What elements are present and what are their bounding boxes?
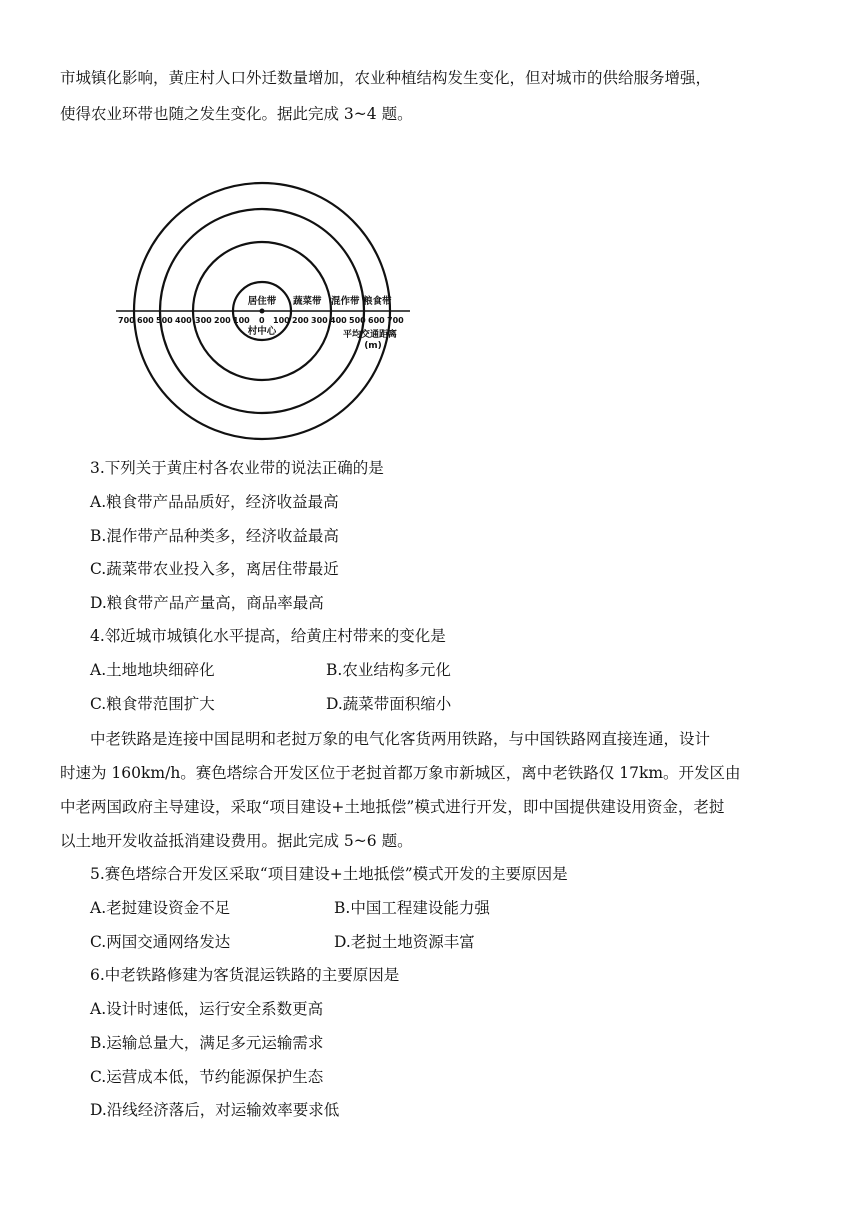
tick-right-100: 100 xyxy=(273,316,290,325)
q4-option-c: C.粮食带范围扩大 xyxy=(90,695,215,713)
q5-option-d: D.老挝土地资源丰富 xyxy=(334,933,475,951)
passage2-line-3: 中老两国政府主导建设，采取“项目建设+土地抵偿”模式进行开发，即中国提供建设用资金，老挝 xyxy=(60,798,725,816)
intro-line-1: 市城镇化影响，黄庄村人口外迁数量增加，农业种植结构发生变化，但对城市的供给服务增强， xyxy=(60,69,712,87)
passage2-line-2: 时速为 160km/h。赛色塔综合开发区位于老挝首都万象市新城区，离中老铁路仅 17km。开发区由 xyxy=(60,764,741,782)
q6-option-a: A.设计时速低，运行安全系数更高 xyxy=(90,1000,324,1018)
tick-right-200: 200 xyxy=(292,316,309,325)
tick-left-500: 500 xyxy=(156,316,173,325)
q6-option-b: B.运输总量大，满足多元运输需求 xyxy=(90,1034,324,1052)
passage2-line-1: 中老铁路是连接中国昆明和老挝万象的电气化客货两用铁路，与中国铁路网直接连通，设计 xyxy=(90,730,711,748)
tick-right-700: 700 xyxy=(387,316,404,325)
tick-right-500: 500 xyxy=(349,316,366,325)
q6-option-d: D.沿线经济落后，对运输效率要求低 xyxy=(90,1101,340,1119)
axis-unit: (m) xyxy=(364,341,382,351)
zone-label-mixed: 混作带 xyxy=(331,296,360,307)
tick-left-400: 400 xyxy=(175,316,192,325)
q5-option-c: C.两国交通网络发达 xyxy=(90,933,231,951)
tick-left-100: 100 xyxy=(233,316,250,325)
passage2-line-4: 以土地开发收益抵消建设费用。据此完成 5~6 题。 xyxy=(60,832,413,850)
zone-label-grain: 粮食带 xyxy=(363,296,392,307)
agricultural-zone-diagram xyxy=(110,170,430,450)
q4-option-a: A.土地地块细碎化 xyxy=(90,661,215,679)
q5-stem: 5.赛色塔综合开发区采取“项目建设+土地抵偿”模式开发的主要原因是 xyxy=(90,865,568,883)
tick-right-600: 600 xyxy=(368,316,385,325)
tick-left-300: 300 xyxy=(195,316,212,325)
q5-option-a: A.老挝建设资金不足 xyxy=(90,899,231,917)
q4-option-d: D.蔬菜带面积缩小 xyxy=(326,695,452,713)
zone-label-vegetable: 蔬菜带 xyxy=(293,296,322,307)
axis-label: 平均交通距离 xyxy=(343,330,398,340)
q4-option-b: B.农业结构多元化 xyxy=(326,661,451,679)
q5-option-b: B.中国工程建设能力强 xyxy=(334,899,490,917)
q3-option-b: B.混作带产品种类多，经济收益最高 xyxy=(90,527,339,545)
q3-option-c: C.蔬菜带农业投入多，离居住带最近 xyxy=(90,560,339,578)
q3-option-d: D.粮食带产品产量高，商品率最高 xyxy=(90,594,324,612)
q3-option-a: A.粮食带产品品质好，经济收益最高 xyxy=(90,493,339,511)
village-center-dot xyxy=(260,309,265,314)
q6-stem: 6.中老铁路修建为客货混运铁路的主要原因是 xyxy=(90,966,400,984)
zone-label-residential: 居住带 xyxy=(247,296,277,307)
village-center-label: 村中心 xyxy=(247,326,277,337)
tick-zero: 0 xyxy=(259,316,265,325)
q3-stem: 3.下列关于黄庄村各农业带的说法正确的是 xyxy=(90,459,384,477)
tick-right-300: 300 xyxy=(311,316,328,325)
intro-line-2: 使得农业环带也随之发生变化。据此完成 3~4 题。 xyxy=(60,105,413,123)
tick-left-600: 600 xyxy=(137,316,154,325)
tick-right-400: 400 xyxy=(330,316,347,325)
q4-stem: 4.邻近城市城镇化水平提高，给黄庄村带来的变化是 xyxy=(90,627,446,645)
q6-option-c: C.运营成本低，节约能源保护生态 xyxy=(90,1068,324,1086)
tick-left-700: 700 xyxy=(118,316,135,325)
tick-left-200: 200 xyxy=(214,316,231,325)
